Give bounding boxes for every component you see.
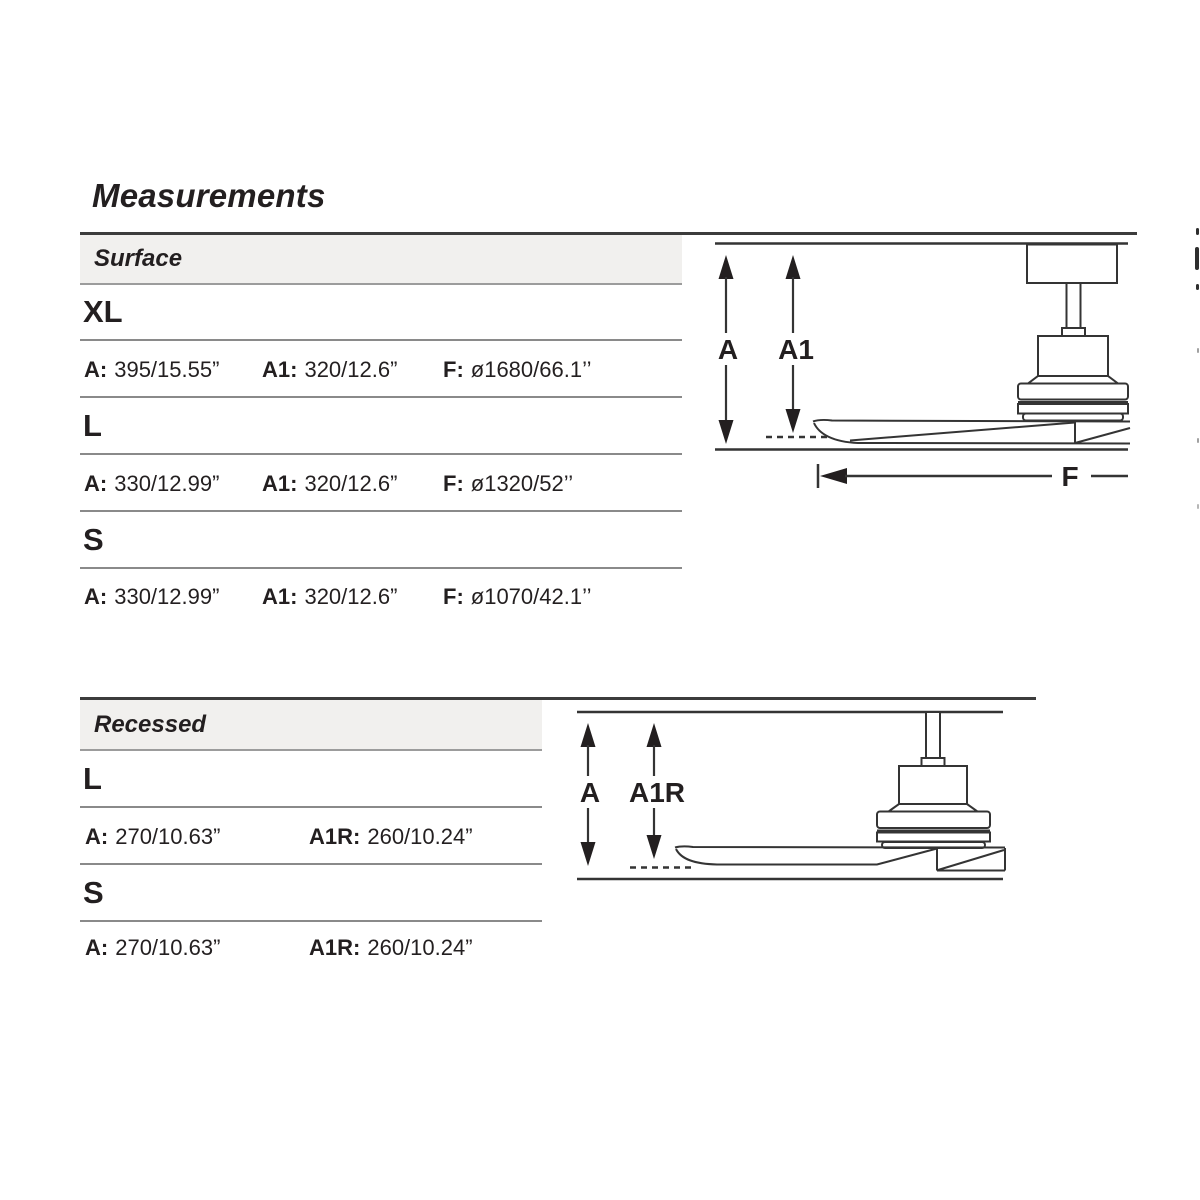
downrod [1067,283,1081,328]
surface-specs-s [80,569,682,623]
dim-label-f: F [1061,461,1079,492]
dim-label-a1: A1 [778,334,814,365]
page-edge-fragment [1196,284,1199,290]
surface-specs-xl [80,341,682,398]
surface-header-bar [80,235,682,285]
downrod-coupler [922,758,945,766]
fan-blade [813,420,1130,444]
rotor-ring-1 [877,812,990,829]
motor-housing [899,766,967,804]
recessed-row-s [80,865,542,922]
surface-table [80,235,682,623]
downrod-coupler [1062,328,1085,336]
size-label: L [83,407,102,443]
surface-row-l [80,398,682,455]
motor-flare [889,804,978,812]
recessed-fan-diagram [560,690,1020,890]
fan-blade [675,846,1005,870]
dimension-arrow-f [818,461,1128,492]
downrod [926,712,940,758]
dimension-arrow-a [580,723,600,866]
mounting-box [1027,245,1117,284]
spec-f: F: ø1320/52’’ [443,470,574,496]
spec-a: A: 270/10.63” [85,823,221,849]
spec-a: A: 270/10.63” [85,935,221,961]
dimension-arrow-a1 [778,255,814,433]
spec-a: A: 330/12.99” [84,470,220,496]
spec-f: F: ø1070/42.1’’ [443,584,592,610]
dimension-arrow-a [718,255,738,444]
recessed-row-l [80,751,542,808]
page-edge-fragment [1197,348,1199,353]
size-label: XL [83,294,123,329]
page-edge-fragment [1196,228,1199,235]
rotor-ring-2 [877,833,990,842]
size-label: S [83,874,104,910]
surface-row-xl [80,285,682,341]
motor-flare [1028,376,1118,384]
recessed-specs-l [80,808,542,865]
dim-label-a: A [717,334,739,365]
dim-label-a1r: A1R [628,777,686,808]
fan-body [877,712,990,848]
surface-specs-l [80,455,682,512]
page-edge-fragment [1197,504,1199,509]
spec-a1r: A1R: 260/10.24” [309,935,473,961]
size-label: L [83,760,102,796]
rotor-ring-2 [1018,404,1128,414]
spec-a1: A1: 320/12.6” [262,470,398,496]
motor-housing [1038,336,1108,376]
recessed-header-label: Recessed [94,710,207,738]
recessed-specs-s [80,922,542,972]
fan-body [1018,245,1128,421]
spec-a1: A1: 320/12.6” [262,584,398,610]
spec-f: F: ø1680/66.1’’ [443,356,592,382]
surface-header-label: Surface [94,245,183,272]
page-title: Measurements [92,177,326,214]
bottom-cap [1023,414,1123,421]
spec-a: A: 395/15.55” [84,356,220,382]
spec-a1: A1: 320/12.6” [262,356,398,382]
size-label: S [83,521,104,557]
spec-a: A: 330/12.99” [84,584,220,610]
recessed-table [80,700,542,972]
page-edge-fragment [1197,438,1199,443]
rotor-ring-1 [1018,384,1128,400]
dimension-arrow-a1r [629,723,685,859]
page-edge-fragment [1195,247,1199,270]
dim-label-a: A [579,777,601,808]
surface-row-s [80,512,682,569]
spec-a1r: A1R: 260/10.24” [309,823,473,849]
recessed-header-bar [80,700,542,751]
surface-fan-diagram [700,230,1160,500]
